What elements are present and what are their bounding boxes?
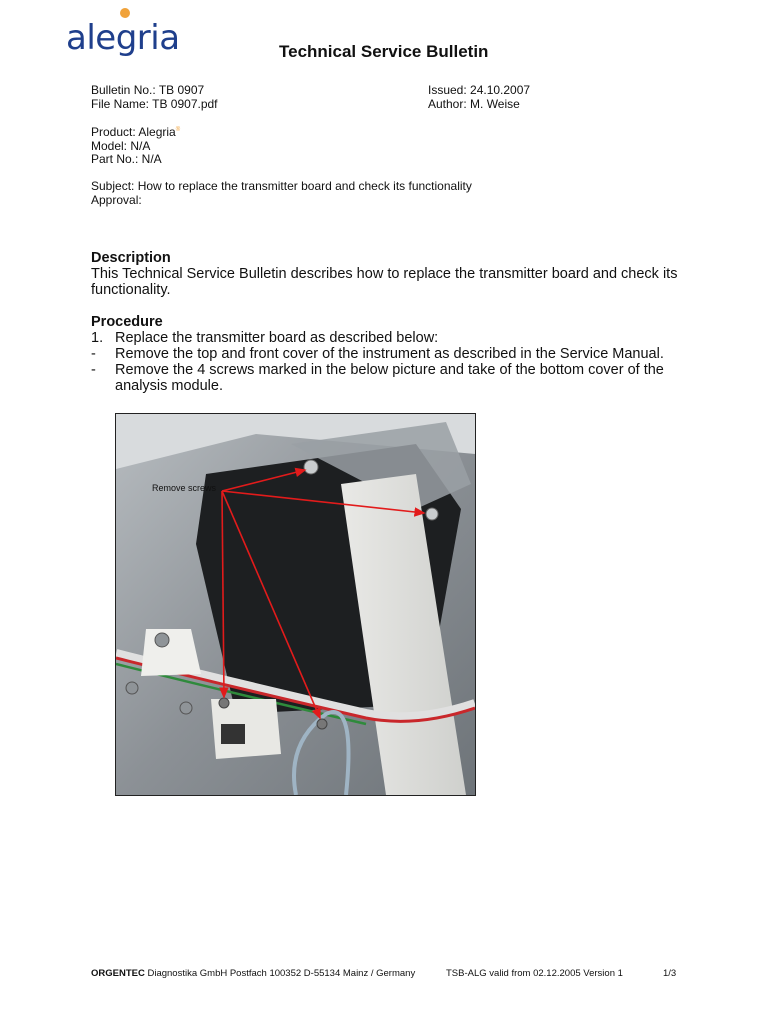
logo-text: alegria [66,18,180,58]
step-text: Replace the transmitter board as described below: [115,330,439,346]
model: Model: N/A [91,138,151,153]
alegria-logo [66,8,188,70]
subject: Subject: How to replace the transmitter board and check its functionality [91,179,472,193]
description-text: This Technical Service Bulletin describes how to replace the transmitter board and check its functionality. [91,266,678,298]
step-text: Remove the top and front cover of the instrument as described in the Service Manual. [115,346,664,362]
part-number: Part No.: N/A [91,152,162,166]
photo-illustration [116,414,475,795]
company-address: Diagnostika GmbH Postfach 100352 D-55134 Mainz / Germany [144,968,416,979]
procedure-step [91,346,691,362]
company-name: ORGENTEC [91,968,145,979]
product-info [91,126,180,167]
file-name: File Name: TB 0907.pdf [91,96,218,111]
step-marker: - [91,362,96,378]
procedure-step [91,362,691,394]
issued-date: Issued: 24.10.2007 [428,83,531,97]
page-number: 1/3 [663,968,677,979]
footer-company [91,968,415,979]
step-text: Remove the 4 screws marked in the below picture and take of the bottom cover of the analysis module. [115,362,664,394]
author: Author: M. Weise [428,96,520,111]
bulletin-meta-right [428,84,530,111]
bulletin-number: Bulletin No.: TB 0907 [91,83,205,97]
footer-validity: TSB-ALG valid from 02.12.2005 Version 1 [446,968,623,979]
subject-block [91,180,472,207]
description-heading: Description [91,250,171,266]
page-title: Technical Service Bulletin [279,42,489,61]
procedure-step [91,330,691,346]
logo-dot-icon [120,8,130,18]
step-marker: - [91,346,96,362]
procedure-heading: Procedure [91,314,163,330]
procedure-steps [91,330,691,394]
step-marker: 1. [91,330,104,346]
registered-mark: ® [175,127,181,133]
remove-screws-annotation: Remove screws [152,483,217,493]
instrument-photo [115,413,476,796]
approval: Approval: [91,192,142,207]
bulletin-meta-left [91,84,218,111]
product: Product: Alegria [91,125,176,139]
